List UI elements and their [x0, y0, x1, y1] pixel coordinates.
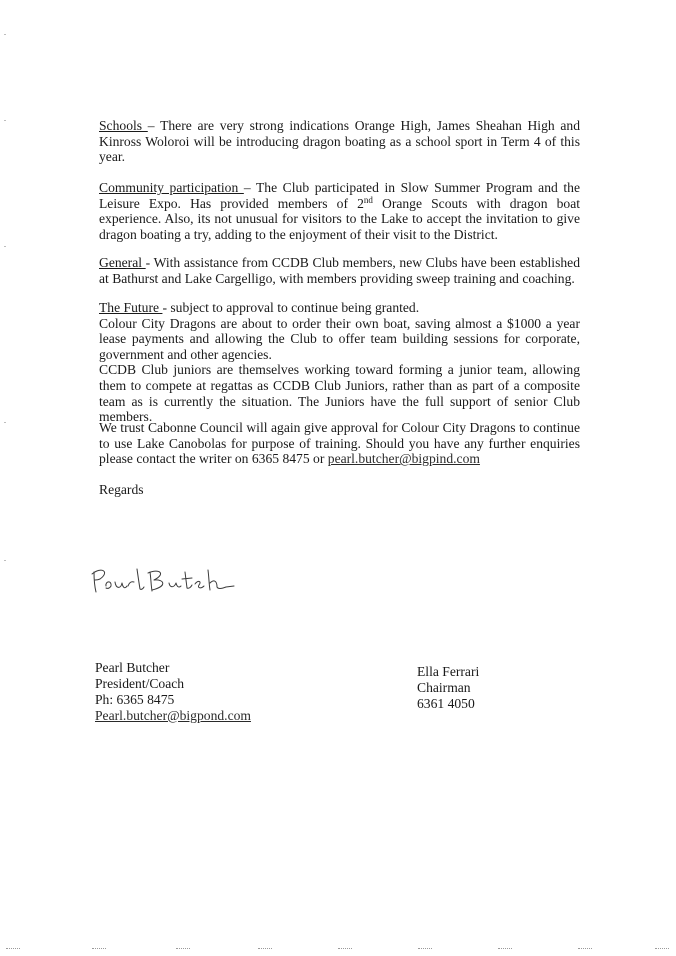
- paragraph-general: [99, 255, 580, 286]
- signatory-email-link[interactable]: Pearl.butcher@bigpond.com: [95, 708, 251, 723]
- signatory-title: Chairman: [417, 680, 471, 695]
- schools-text: There are very strong indications Orange High, James Sheahan High and Kinross Woloroi will be introducing dragon boating as a school sport in Term 4 of this year.: [99, 118, 581, 165]
- paragraph-future: [99, 300, 580, 425]
- signatory-phone: 6361 4050: [417, 696, 475, 711]
- scan-margin-mark: [4, 422, 6, 423]
- heading-dash: –: [147, 118, 161, 133]
- ordinal-superscript: nd: [363, 194, 373, 205]
- scan-margin-mark: [4, 560, 6, 561]
- paragraph-schools: [99, 118, 580, 165]
- heading-dash: –: [243, 180, 256, 195]
- signatory-title: President/Coach: [95, 676, 185, 691]
- closing-text: We trust Cabonne Council will again give approval for Colour City Dragons to continue to use Lake Canobolas for purpose of training. Should you have any further enquiries please contact the writer on 6365 8475 or: [99, 420, 580, 467]
- future-intro: - subject to approval to continue being granted.: [162, 300, 420, 315]
- heading-schools: Schools: [99, 118, 148, 133]
- signatory-name: Ella Ferrari: [417, 664, 480, 679]
- scan-margin-mark: [4, 34, 6, 35]
- scan-margin-mark: [4, 120, 6, 121]
- signatory-left: [95, 660, 251, 724]
- heading-dash: -: [145, 255, 154, 270]
- paragraph-community: [99, 180, 580, 242]
- heading-community: Community participation: [99, 180, 244, 195]
- community-text-start: The Club participated in Slow Summer Program and the Leisure Expo. Has provided members of 2: [99, 180, 581, 211]
- regards-text: Regards: [99, 482, 144, 497]
- scan-margin-mark: [4, 246, 6, 247]
- signatory-right: [417, 664, 479, 712]
- signatory-name: Pearl Butcher: [95, 660, 170, 675]
- scan-bottom-edge-marks: [0, 948, 676, 951]
- future-juniors-text: CCDB Club juniors are themselves working toward forming a junior team, allowing them to compete at regattas as CCDB Club Juniors, rather than as part of a composite team as is currently the situation. The Juniors have the full support of senior Club members.: [99, 362, 580, 425]
- signatory-phone: Ph: 6365 8475: [95, 692, 175, 707]
- community-text-end: Orange Scouts with dragon boat experience. Also, its not unusual for visitors to the Lake to accept the invitation to give dragon boating a try, adding to the enjoyment of their visit to the District.: [99, 195, 581, 242]
- heading-general: General: [99, 255, 146, 270]
- contact-email-link[interactable]: pearl.butcher@bigpind.com: [327, 451, 480, 467]
- heading-future: The Future: [99, 300, 163, 315]
- regards: [99, 482, 580, 498]
- general-text: With assistance from CCDB Club members, new Clubs have been established at Bathurst and Lake Cargelligo, with members providing sweep training and coaching.: [99, 255, 580, 286]
- future-boat-text: Colour City Dragons are about to order their own boat, saving almost a $1000 a year lease payments and allowing the Club to offer team building sessions for corporate, government and other agencies.: [99, 315, 580, 362]
- paragraph-closing: [99, 420, 580, 467]
- handwritten-signature: [88, 562, 238, 596]
